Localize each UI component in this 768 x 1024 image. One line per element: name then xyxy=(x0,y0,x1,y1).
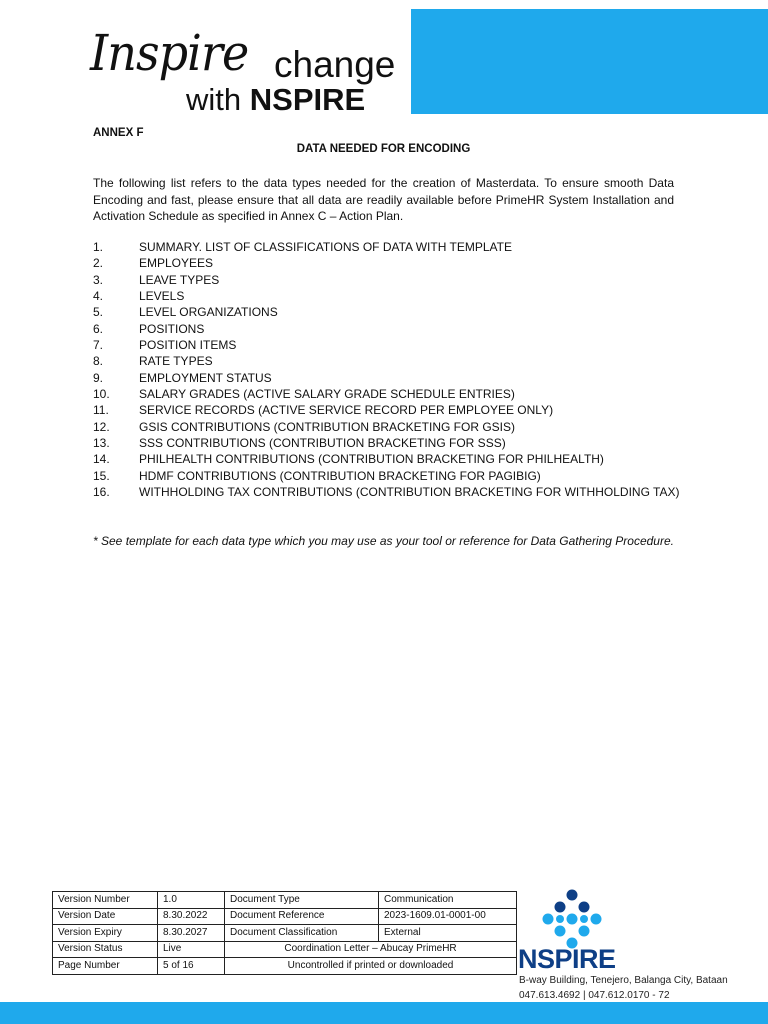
list-item-number: 10. xyxy=(93,387,110,402)
annex-label: ANNEX F xyxy=(93,127,144,139)
table-row xyxy=(53,908,517,925)
table-row xyxy=(53,941,517,958)
list-item-number: 16. xyxy=(93,485,110,500)
list-item-text: EMPLOYEES xyxy=(139,256,214,271)
list-item xyxy=(93,288,693,304)
table-cell: Communication xyxy=(379,892,517,909)
list-item-text: WITHHOLDING TAX CONTRIBUTIONS (CONTRIBUTION BRACKETING FOR WITHHOLDING TAX) xyxy=(139,485,680,500)
list-item-number: 3. xyxy=(93,272,104,287)
list-item-number: 12. xyxy=(93,419,110,434)
document-control-table xyxy=(52,891,517,975)
list-item xyxy=(93,321,693,337)
table-row xyxy=(53,958,517,975)
intro-paragraph: The following list refers to the data types needed for the creation of Masterdata. To ensure smooth Data Encoding and fast, please ensure that all data are readily available before PrimeHR System Installation and Activation Schedule as specified in Annex C – Action Plan. xyxy=(93,176,674,223)
footer-phones: 047.613.4692 | 047.612.0170 - 72 xyxy=(519,990,670,1001)
list-item-text: SALARY GRADES (ACTIVE SALARY GRADE SCHEDULE ENTRIES) xyxy=(139,387,515,402)
list-item-text: SSS CONTRIBUTIONS (CONTRIBUTION BRACKETING FOR SSS) xyxy=(139,436,506,451)
table-cell: Version Status xyxy=(53,941,158,958)
list-item-text: SUMMARY. LIST OF CLASSIFICATIONS OF DATA WITH TEMPLATE xyxy=(139,240,512,254)
list-item xyxy=(93,435,693,451)
list-item xyxy=(93,386,693,402)
tagline-logo xyxy=(90,24,410,123)
tagline-with-line xyxy=(186,84,365,115)
table-cell: Version Date xyxy=(53,908,158,925)
list-item xyxy=(93,272,693,288)
list-item-number: 6. xyxy=(93,321,104,336)
list-item-text: LEAVE TYPES xyxy=(139,272,220,287)
tagline-brand-word: NSPIRE xyxy=(249,82,366,117)
table-cell: External xyxy=(379,925,517,942)
table-cell: Version Number xyxy=(53,892,158,909)
list-item-number: 9. xyxy=(93,370,104,385)
list-item-number: 14. xyxy=(93,452,110,467)
list-item-number: 8. xyxy=(93,354,104,369)
list-item xyxy=(93,337,693,353)
list-item xyxy=(93,304,693,320)
list-item-text: POSITIONS xyxy=(139,321,205,336)
document-title: DATA NEEDED FOR ENCODING xyxy=(296,143,471,155)
list-item-number: 1. xyxy=(93,240,104,254)
list-item-text: RATE TYPES xyxy=(139,354,213,369)
list-item xyxy=(93,402,693,418)
tagline-change-word: change xyxy=(274,44,396,85)
list-item-text: GSIS CONTRIBUTIONS (CONTRIBUTION BRACKETING FOR GSIS) xyxy=(139,419,516,434)
list-item-number: 4. xyxy=(93,289,104,304)
list-item-number: 13. xyxy=(93,436,110,451)
list-item xyxy=(93,239,693,255)
table-cell: 8.30.2027 xyxy=(158,925,225,942)
list-item-text: LEVELS xyxy=(139,289,185,304)
list-item xyxy=(93,255,693,271)
table-cell: Document Reference xyxy=(225,908,379,925)
footer-brand: NSPIRE xyxy=(518,944,616,974)
table-cell: Document Type xyxy=(225,892,379,909)
tagline-script-word: Inspire xyxy=(90,24,249,82)
list-item-number: 5. xyxy=(93,305,104,320)
list-item-text: EMPLOYMENT STATUS xyxy=(139,370,272,385)
table-cell: 8.30.2022 xyxy=(158,908,225,925)
list-item xyxy=(93,353,693,369)
table-row xyxy=(53,892,517,909)
list-item xyxy=(93,468,693,484)
template-note: * See template for each data type which you may use as your tool or reference for Data Gathering Procedure. xyxy=(93,534,674,548)
data-types-list xyxy=(93,239,693,501)
list-item xyxy=(93,451,693,467)
table-cell: Version Expiry xyxy=(53,925,158,942)
table-cell: Document Classification xyxy=(225,925,379,942)
list-item xyxy=(93,370,693,386)
list-item-text: PHILHEALTH CONTRIBUTIONS (CONTRIBUTION BRACKETING FOR PHILHEALTH) xyxy=(139,452,604,467)
list-item-number: 11. xyxy=(93,403,109,418)
footer-blue-bar xyxy=(0,1002,768,1024)
table-cell: 2023-1609.01-0001-00 xyxy=(379,908,517,925)
list-item-text: HDMF CONTRIBUTIONS (CONTRIBUTION BRACKETING FOR PAGIBIG) xyxy=(139,468,541,483)
table-cell: Uncontrolled if printed or downloaded xyxy=(225,958,517,975)
tagline-with-word: with xyxy=(186,82,242,117)
table-cell: Page Number xyxy=(53,958,158,975)
table-cell: Live xyxy=(158,941,225,958)
list-item-text: SERVICE RECORDS (ACTIVE SERVICE RECORD PER EMPLOYEE ONLY) xyxy=(139,403,554,418)
list-item-text: POSITION ITEMS xyxy=(139,338,237,353)
list-item-number: 2. xyxy=(93,256,104,271)
list-item xyxy=(93,419,693,435)
footer-address-block xyxy=(519,973,728,1003)
list-item-text: LEVEL ORGANIZATIONS xyxy=(139,305,278,320)
list-item-number: 15. xyxy=(93,468,110,483)
list-item-number: 7. xyxy=(93,338,104,353)
table-cell: 1.0 xyxy=(158,892,225,909)
header-blue-block xyxy=(411,9,768,114)
table-cell: Coordination Letter – Abucay PrimeHR xyxy=(225,941,517,958)
list-item xyxy=(93,484,693,500)
table-row xyxy=(53,925,517,942)
table-cell: 5 of 16 xyxy=(158,958,225,975)
footer-address: B-way Building, Tenejero, Balanga City, Bataan xyxy=(519,975,728,986)
